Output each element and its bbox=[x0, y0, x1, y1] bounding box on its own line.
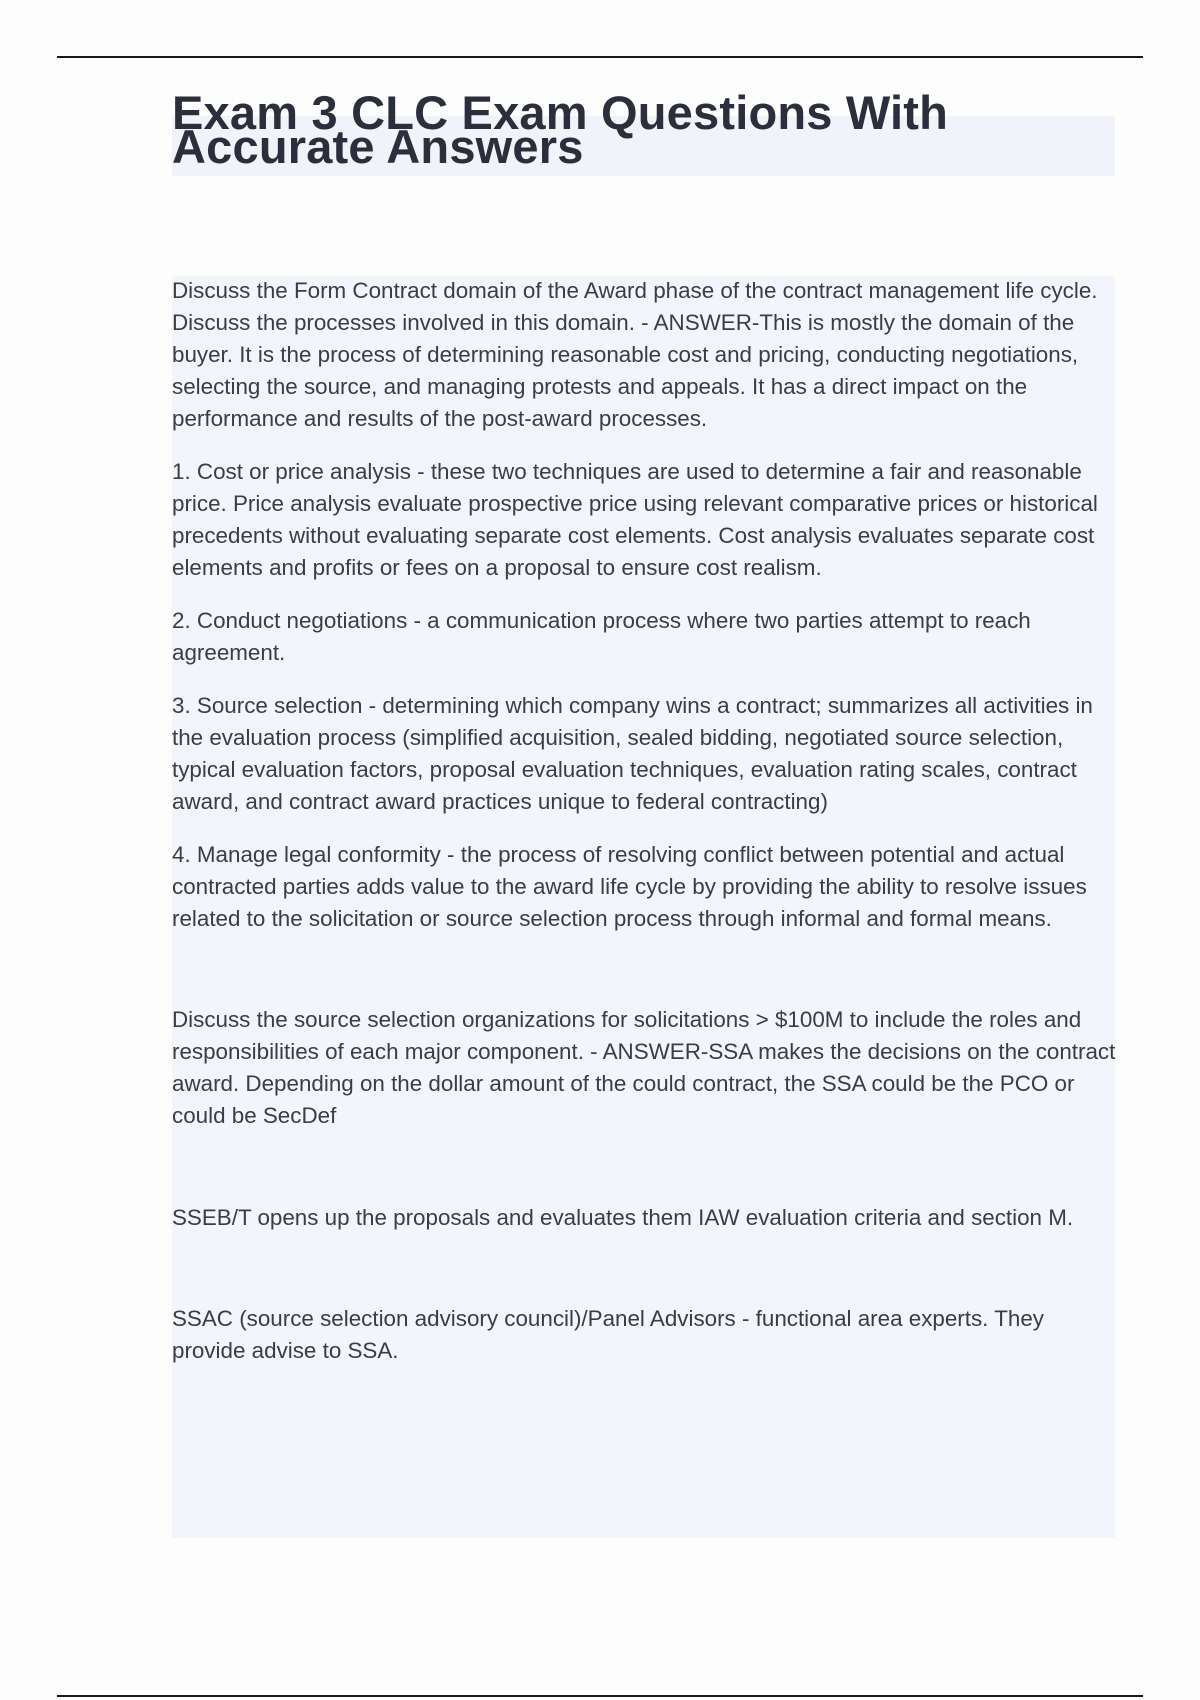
answer-item-3: 3. Source selection - determining which company wins a contract; summarizes all activities in the evaluation process (simplified acquisition, sealed bidding, negotiated source selection, typical evaluation factors, proposal evaluation techniques, evaluation rating scales, contract award, and contract award practices unique to federal contracting) bbox=[172, 693, 1093, 814]
document-title: Exam 3 CLC Exam Questions With Accurate Answers bbox=[172, 86, 949, 173]
answer-item-2: 2. Conduct negotiations - a communication process where two parties attempt to reach agreement. bbox=[172, 608, 1031, 665]
ssac-paragraph: SSAC (source selection advisory council)/Panel Advisors - functional area experts. They provide advise to SSA. bbox=[172, 1306, 1044, 1363]
answer-item-1: 1. Cost or price analysis - these two techniques are used to determine a fair and reasonable price. Price analysis evaluate prospective price using relevant comparative prices or historical precedents without evaluating separate cost elements. Cost analysis evaluates separate cost elements and profits or fees on a proposal to ensure cost realism. bbox=[172, 459, 1098, 580]
document-body bbox=[172, 275, 1117, 1367]
sseb-paragraph: SSEB/T opens up the proposals and evaluates them IAW evaluation criteria and section M. bbox=[172, 1205, 1074, 1230]
question-2-paragraph: Discuss the source selection organizations for solicitations > $100M to include the roles and responsibilities of each major component. - ANSWER-SSA makes the decisions on the contract award. Depending on the dollar amount of the could contract, the SSA could be the PCO or could be SecDef bbox=[172, 1007, 1116, 1128]
answer-item-4: 4. Manage legal conformity - the process of resolving conflict between potential and actual contracted parties adds value to the award life cycle by providing the ability to resolve issues related to the solicitation or source selection process through informal and formal means. bbox=[172, 842, 1087, 931]
bottom-rule bbox=[57, 1695, 1143, 1697]
question-1-paragraph: Discuss the Form Contract domain of the Award phase of the contract management life cycle. Discuss the processes involved in this domain. - ANSWER-This is mostly the domain of the buyer. It is the process of determining reasonable cost and pricing, conducting negotiations, selecting the source, and managing protests and appeals. It has a direct impact on the performance and results of the post-award processes. bbox=[172, 278, 1098, 431]
top-rule bbox=[57, 56, 1143, 58]
